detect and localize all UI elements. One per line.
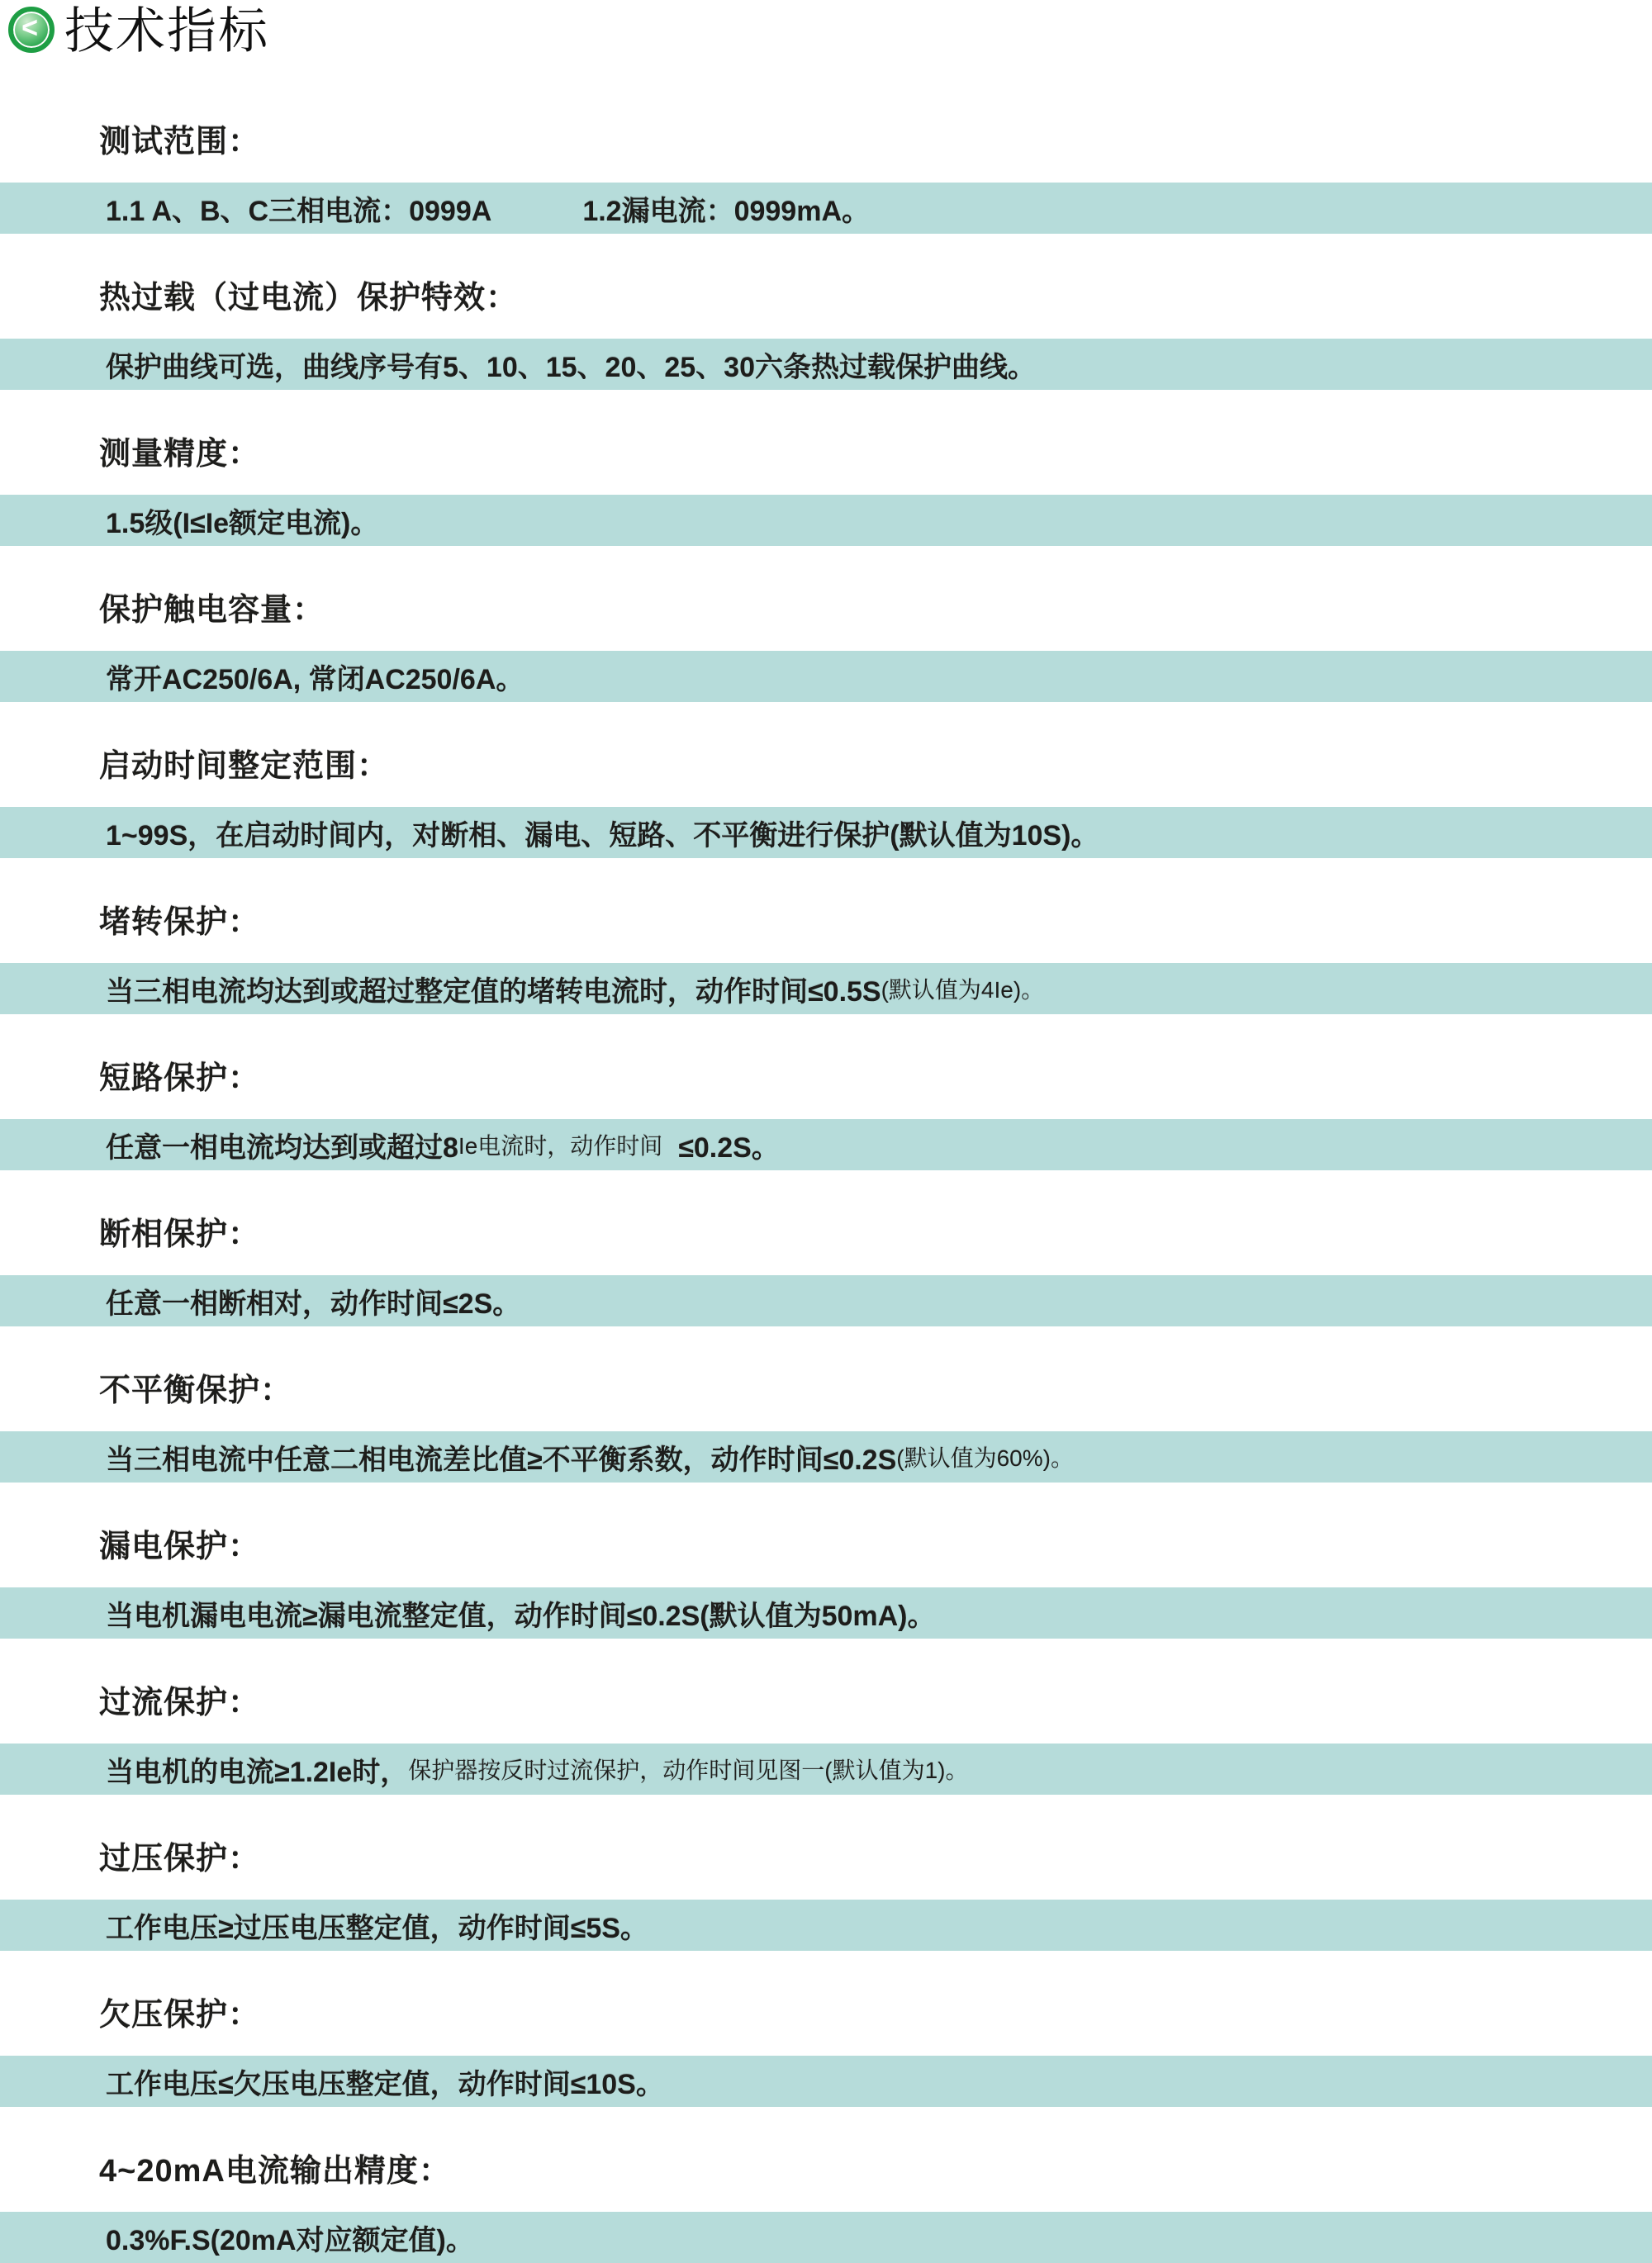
- section-heading: 保护触电容量：: [99, 593, 325, 628]
- spec-section: [0, 1060, 1652, 1170]
- spec-band: [0, 1587, 1652, 1639]
- spec-band: [0, 1744, 1652, 1795]
- section-heading: 短路保护：: [99, 1061, 261, 1096]
- spec-text-segment: 当电机的电流≥1.2Ie时，: [106, 1756, 409, 1788]
- spec-text-segment: 1.5级(I≤Ie额定电流)。: [106, 507, 379, 539]
- section-heading: 4~20mA电流输出精度：: [99, 2154, 451, 2189]
- spec-band: [0, 183, 1652, 234]
- spec-band: [0, 807, 1652, 858]
- spec-band: [0, 339, 1652, 390]
- spec-section: [0, 1372, 1652, 1483]
- spec-section: [0, 1528, 1652, 1639]
- spec-text-segment: (默认值为4Ie)。: [881, 977, 1045, 1003]
- spec-band: [0, 2212, 1652, 2263]
- spec-text-segment: 工作电压≥过压电压整定值，动作时间≤5S。: [106, 1912, 648, 1944]
- spec-text-segment: 任意一相断相对，动作时间≤2S。: [106, 1288, 521, 1320]
- spec-text-segment: 保护曲线可选，曲线序号有5、10、15、20、25、30六条热过载保护曲线。: [106, 351, 1036, 383]
- section-heading: 测试范围：: [99, 125, 261, 159]
- spec-text-segment: 保护器按反时过流保护，动作时间见图一(默认值为1)。: [408, 1758, 969, 1783]
- spec-section: [0, 279, 1652, 390]
- spec-text-segment: 当三相电流中任意二相电流差比值≥不平衡系数，动作时间≤0.2S: [106, 1444, 897, 1476]
- page-header: [0, 0, 1652, 76]
- spec-section: [0, 2152, 1652, 2263]
- spec-band: [0, 2056, 1652, 2107]
- less-than-glyph: <: [21, 12, 38, 45]
- spec-band: [0, 1275, 1652, 1326]
- spec-section: [0, 1684, 1652, 1795]
- spec-band: [0, 1900, 1652, 1951]
- section-heading: 欠压保护：: [99, 1998, 261, 2033]
- page-title: 技术指标: [64, 4, 269, 59]
- section-heading: 不平衡保护：: [99, 1373, 293, 1408]
- section-heading: 热过载（过电流）保护特效：: [99, 281, 519, 315]
- spec-section: [0, 591, 1652, 702]
- spec-band: [0, 495, 1652, 546]
- spec-sections: [0, 76, 1652, 2263]
- spec-section: [0, 1996, 1652, 2107]
- spec-band: [0, 1119, 1652, 1170]
- spec-section: [0, 1840, 1652, 1951]
- spec-text-segment: (默认值为60%)。: [896, 1445, 1074, 1471]
- spec-text-segment: 常开AC250/6A, 常闭AC250/6A。: [106, 663, 525, 695]
- spec-section: [0, 747, 1652, 858]
- section-heading: 漏电保护：: [99, 1530, 261, 1564]
- spec-band: [0, 651, 1652, 702]
- spec-band: [0, 1431, 1652, 1483]
- section-heading: 堵转保护：: [99, 905, 261, 940]
- spec-text-segment: 1~99S，在启动时间内，对断相、漏电、短路、不平衡进行保护(默认值为10S)。: [106, 819, 1099, 852]
- section-heading: 测量精度：: [99, 437, 261, 472]
- section-heading: 过压保护：: [99, 1842, 261, 1876]
- spec-text-segment: 1.2漏电流：0999mA。: [582, 195, 870, 227]
- spec-text-segment: Ie电流时，动作时间: [458, 1133, 663, 1159]
- spec-text-segment: 1.1 A、B、C三相电流：0999A: [106, 195, 492, 227]
- section-heading: 启动时间整定范围：: [99, 749, 390, 784]
- section-heading: 断相保护：: [99, 1217, 261, 1252]
- spec-section: [0, 123, 1652, 234]
- spec-section: [0, 1216, 1652, 1326]
- spec-section: [0, 435, 1652, 546]
- spec-band: [0, 963, 1652, 1014]
- spec-text-segment: 工作电压≤欠压电压整定值，动作时间≤10S。: [106, 2068, 664, 2100]
- spec-text-segment: ≤0.2S。: [662, 1132, 780, 1164]
- spec-text-segment: 当电机漏电电流≥漏电流整定值，动作时间≤0.2S(默认值为50mA)。: [106, 1600, 936, 1632]
- section-heading: 过流保护：: [99, 1686, 261, 1720]
- spec-text-segment: 当三相电流均达到或超过整定值的堵转电流时，动作时间≤0.5S: [106, 975, 881, 1008]
- spec-text-segment: 0.3%F.S(20mA对应额定值)。: [106, 2224, 474, 2256]
- green-circle-bullet-icon: [8, 7, 55, 53]
- spec-section: [0, 904, 1652, 1014]
- spec-text-segment: 任意一相电流均达到或超过8: [106, 1132, 458, 1164]
